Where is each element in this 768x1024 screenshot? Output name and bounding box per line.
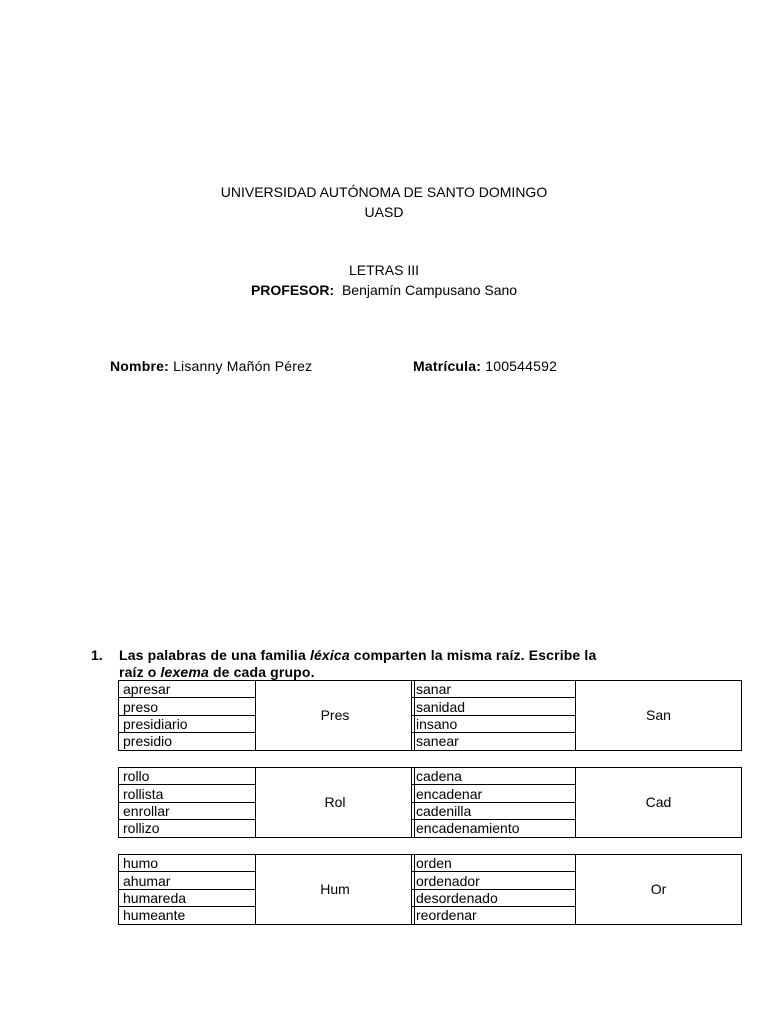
word-cell: orden: [412, 855, 576, 872]
university-acronym: UASD: [364, 204, 404, 220]
word-group-table: [118, 854, 415, 925]
word-cell: apresar: [119, 681, 256, 698]
word-cell: reordenar: [412, 907, 576, 924]
word-cell: insano: [412, 715, 576, 732]
word-cell: sanear: [412, 733, 576, 750]
professor-line: [0, 281, 768, 299]
root-cell: Or: [576, 855, 742, 925]
word-group-table: [118, 680, 415, 751]
word-group-table: [411, 854, 742, 925]
word-cell: encadenamiento: [412, 820, 576, 837]
word-cell: sanidad: [412, 698, 576, 715]
word-cell: presidiario: [119, 715, 256, 732]
professor-label: PROFESOR:: [250, 282, 335, 298]
student-name-value: Lisanny Mañón Pérez: [173, 358, 313, 374]
word-cell: cadena: [412, 768, 576, 785]
question-number: 1.: [91, 647, 103, 663]
student-id-value: 100544592: [485, 358, 558, 374]
word-group-table: [411, 767, 742, 838]
student-id-line: [413, 357, 557, 375]
word-cell: cadenilla: [412, 802, 576, 819]
student-name-label: Nombre:: [110, 358, 169, 374]
word-cell: rollizo: [119, 820, 256, 837]
root-cell: Rol: [256, 768, 415, 838]
word-cell: humo: [119, 855, 256, 872]
word-cell: rollo: [119, 768, 256, 785]
word-cell: desordenado: [412, 889, 576, 906]
word-cell: presidio: [119, 733, 256, 750]
root-cell: Hum: [256, 855, 415, 925]
word-cell: humeante: [119, 907, 256, 924]
student-name-line: [110, 357, 312, 375]
word-cell: rollista: [119, 785, 256, 802]
question-text: Las palabras de una familia léxica comparten la misma raíz. Escribe la raíz o lexema de cada grupo.: [119, 647, 597, 680]
word-cell: ordenador: [412, 872, 576, 889]
root-cell: San: [576, 681, 742, 751]
word-cell: ahumar: [119, 872, 256, 889]
word-group-table: [118, 767, 415, 838]
course-title: LETRAS III: [348, 262, 420, 278]
professor-name: Benjamín Campusano Sano: [341, 282, 518, 298]
student-id-label: Matrícula:: [413, 358, 482, 374]
word-cell: preso: [119, 698, 256, 715]
root-cell: Pres: [256, 681, 415, 751]
word-cell: sanar: [412, 681, 576, 698]
word-cell: humareda: [119, 889, 256, 906]
word-cell: encadenar: [412, 785, 576, 802]
root-cell: Cad: [576, 768, 742, 838]
university-name: UNIVERSIDAD AUTÓNOMA DE SANTO DOMINGO: [220, 184, 548, 200]
word-cell: enrollar: [119, 802, 256, 819]
word-group-table: [411, 680, 742, 751]
